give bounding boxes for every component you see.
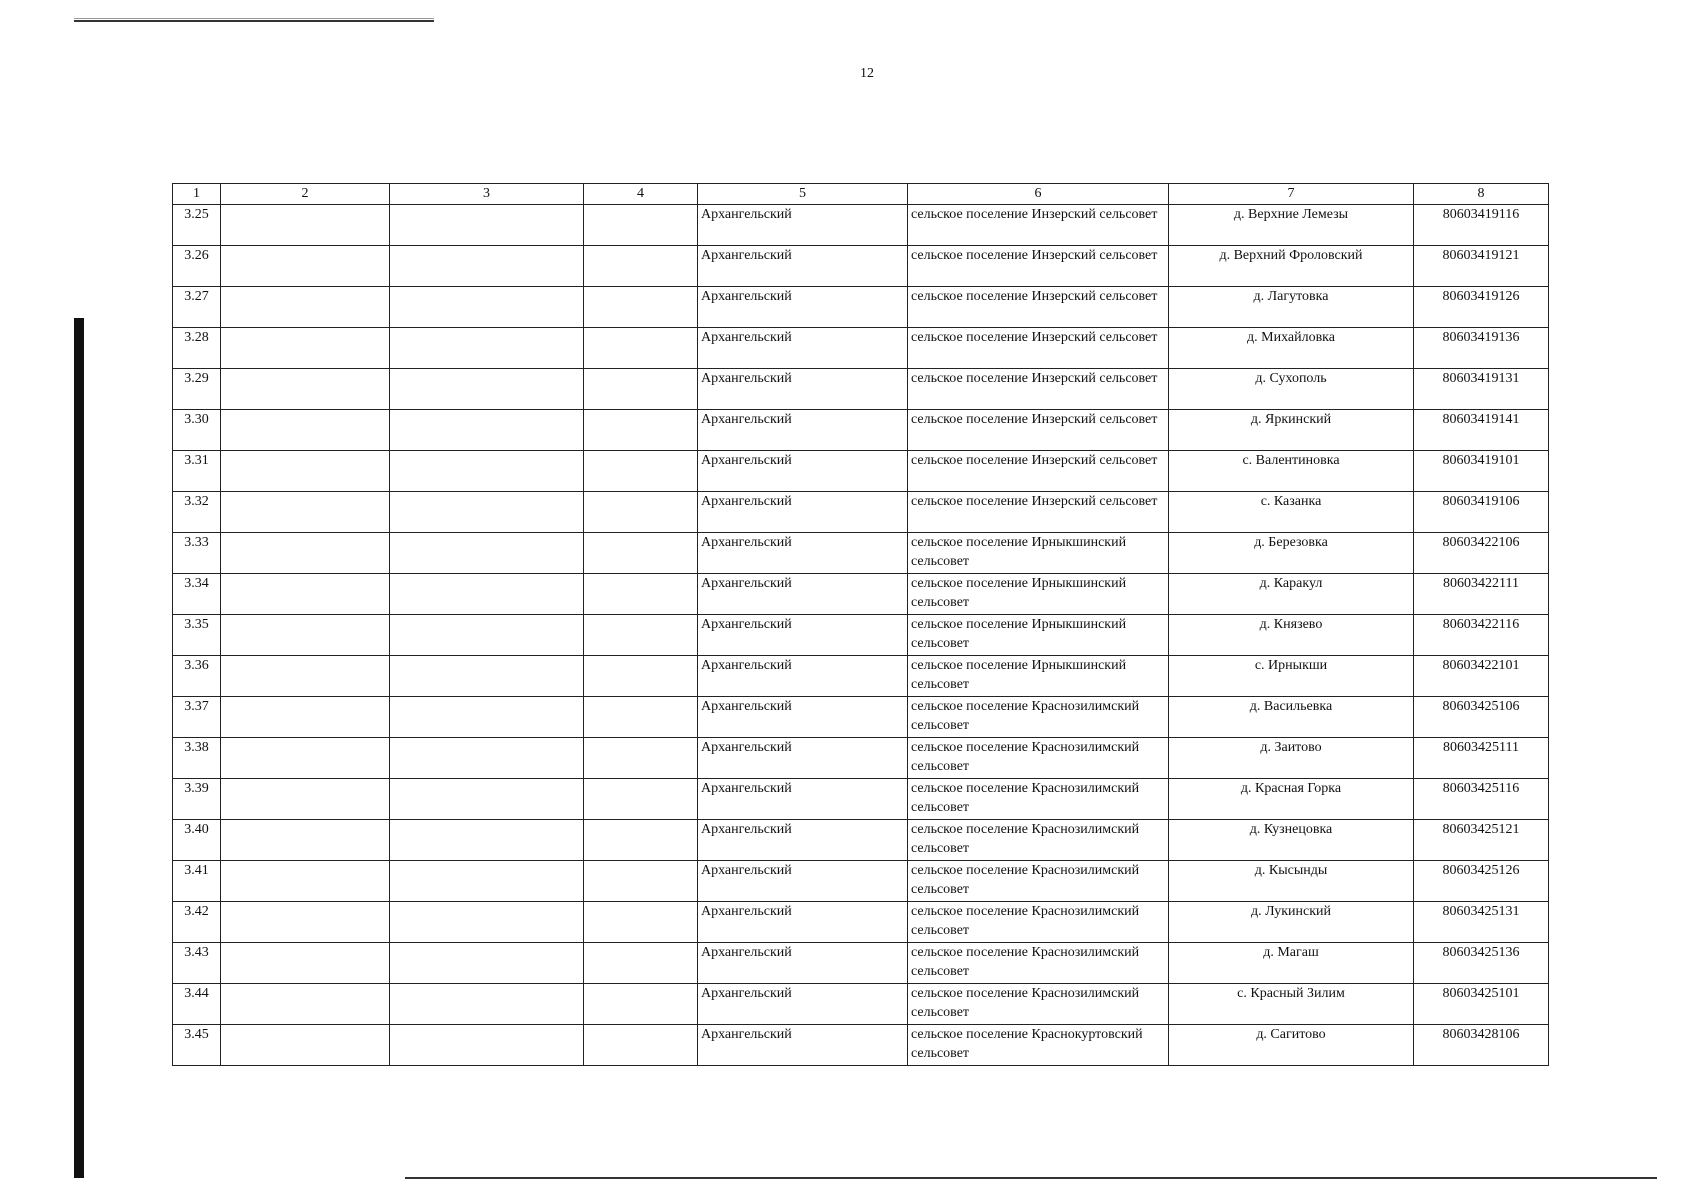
district-name: Архангельский bbox=[698, 738, 908, 779]
cell-col-2 bbox=[221, 533, 390, 574]
district-name: Архангельский bbox=[698, 287, 908, 328]
locality-name: д. Лукинский bbox=[1169, 902, 1414, 943]
district-name: Архангельский bbox=[698, 656, 908, 697]
oktmo-code: 80603419116 bbox=[1414, 205, 1549, 246]
cell-col-3 bbox=[390, 205, 584, 246]
district-name: Архангельский bbox=[698, 205, 908, 246]
row-number: 3.42 bbox=[173, 902, 221, 943]
locality-name: д. Сухополь bbox=[1169, 369, 1414, 410]
district-name: Архангельский bbox=[698, 369, 908, 410]
column-header-6: 6 bbox=[908, 184, 1169, 205]
table-row bbox=[173, 533, 1549, 574]
row-number: 3.44 bbox=[173, 984, 221, 1025]
cell-col-3 bbox=[390, 697, 584, 738]
oktmo-code: 80603425116 bbox=[1414, 779, 1549, 820]
district-name: Архангельский bbox=[698, 451, 908, 492]
cell-col-4 bbox=[584, 451, 698, 492]
table-row bbox=[173, 779, 1549, 820]
district-name: Архангельский bbox=[698, 574, 908, 615]
locality-name: д. Князево bbox=[1169, 615, 1414, 656]
cell-col-3 bbox=[390, 820, 584, 861]
oktmo-code: 80603428106 bbox=[1414, 1025, 1549, 1066]
cell-col-2 bbox=[221, 205, 390, 246]
scan-edge-bar-left bbox=[74, 318, 84, 1178]
cell-col-4 bbox=[584, 943, 698, 984]
district-name: Архангельский bbox=[698, 615, 908, 656]
table-row bbox=[173, 984, 1549, 1025]
cell-col-4 bbox=[584, 492, 698, 533]
row-number: 3.26 bbox=[173, 246, 221, 287]
cell-col-3 bbox=[390, 328, 584, 369]
locality-name: д. Яркинский bbox=[1169, 410, 1414, 451]
cell-col-3 bbox=[390, 615, 584, 656]
row-number: 3.32 bbox=[173, 492, 221, 533]
cell-col-3 bbox=[390, 902, 584, 943]
settlement-name: сельское поселение Инзерский сельсовет bbox=[908, 410, 1169, 451]
settlement-name: сельское поселение Инзерский сельсовет bbox=[908, 287, 1169, 328]
column-header-8: 8 bbox=[1414, 184, 1549, 205]
scan-edge-line-bottom bbox=[405, 1177, 1657, 1179]
cell-col-2 bbox=[221, 492, 390, 533]
cell-col-4 bbox=[584, 533, 698, 574]
locality-name: д. Верхние Лемезы bbox=[1169, 205, 1414, 246]
row-number: 3.35 bbox=[173, 615, 221, 656]
oktmo-code: 80603425101 bbox=[1414, 984, 1549, 1025]
cell-col-2 bbox=[221, 984, 390, 1025]
locality-name: д. Верхний Фроловский bbox=[1169, 246, 1414, 287]
cell-col-2 bbox=[221, 574, 390, 615]
oktmo-code: 80603419126 bbox=[1414, 287, 1549, 328]
locality-name: д. Васильевка bbox=[1169, 697, 1414, 738]
cell-col-4 bbox=[584, 984, 698, 1025]
locality-name: с. Казанка bbox=[1169, 492, 1414, 533]
district-name: Архангельский bbox=[698, 410, 908, 451]
oktmo-code: 80603425126 bbox=[1414, 861, 1549, 902]
cell-col-4 bbox=[584, 861, 698, 902]
settlement-name: сельское поселение Ирныкшинский сельсовет bbox=[908, 533, 1169, 574]
cell-col-3 bbox=[390, 656, 584, 697]
locality-name: с. Красный Зилим bbox=[1169, 984, 1414, 1025]
table-row bbox=[173, 328, 1549, 369]
oktmo-code: 80603419101 bbox=[1414, 451, 1549, 492]
settlement-name: сельское поселение Инзерский сельсовет bbox=[908, 246, 1169, 287]
scan-edge-mark bbox=[74, 18, 434, 19]
locality-name: д. Магаш bbox=[1169, 943, 1414, 984]
district-name: Архангельский bbox=[698, 697, 908, 738]
table-row bbox=[173, 615, 1549, 656]
row-number: 3.45 bbox=[173, 1025, 221, 1066]
cell-col-2 bbox=[221, 779, 390, 820]
row-number: 3.34 bbox=[173, 574, 221, 615]
locality-name: с. Валентиновка bbox=[1169, 451, 1414, 492]
cell-col-2 bbox=[221, 943, 390, 984]
table-row bbox=[173, 697, 1549, 738]
row-number: 3.37 bbox=[173, 697, 221, 738]
row-number: 3.25 bbox=[173, 205, 221, 246]
row-number: 3.43 bbox=[173, 943, 221, 984]
settlement-name: сельское поселение Краснозилимский сельсовет bbox=[908, 861, 1169, 902]
district-name: Архангельский bbox=[698, 246, 908, 287]
cell-col-3 bbox=[390, 246, 584, 287]
district-name: Архангельский bbox=[698, 533, 908, 574]
oktmo-code: 80603419131 bbox=[1414, 369, 1549, 410]
cell-col-2 bbox=[221, 1025, 390, 1066]
oktmo-code: 80603425131 bbox=[1414, 902, 1549, 943]
settlement-name: сельское поселение Ирныкшинский сельсовет bbox=[908, 656, 1169, 697]
page-number: 12 bbox=[860, 66, 874, 81]
settlement-name: сельское поселение Краснозилимский сельсовет bbox=[908, 902, 1169, 943]
cell-col-4 bbox=[584, 369, 698, 410]
cell-col-2 bbox=[221, 369, 390, 410]
settlement-name: сельское поселение Ирныкшинский сельсовет bbox=[908, 615, 1169, 656]
table-row bbox=[173, 205, 1549, 246]
cell-col-4 bbox=[584, 820, 698, 861]
row-number: 3.39 bbox=[173, 779, 221, 820]
table-row bbox=[173, 902, 1549, 943]
settlement-name: сельское поселение Ирныкшинский сельсовет bbox=[908, 574, 1169, 615]
settlement-name: сельское поселение Инзерский сельсовет bbox=[908, 451, 1169, 492]
oktmo-code: 80603422101 bbox=[1414, 656, 1549, 697]
locality-name: д. Красная Горка bbox=[1169, 779, 1414, 820]
column-header-5: 5 bbox=[698, 184, 908, 205]
oktmo-code: 80603419141 bbox=[1414, 410, 1549, 451]
cell-col-3 bbox=[390, 574, 584, 615]
locality-name: д. Лагутовка bbox=[1169, 287, 1414, 328]
cell-col-3 bbox=[390, 533, 584, 574]
cell-col-4 bbox=[584, 205, 698, 246]
locality-name: д. Сагитово bbox=[1169, 1025, 1414, 1066]
cell-col-2 bbox=[221, 615, 390, 656]
cell-col-2 bbox=[221, 738, 390, 779]
locality-name: с. Ирныкши bbox=[1169, 656, 1414, 697]
table-row bbox=[173, 738, 1549, 779]
table-row bbox=[173, 656, 1549, 697]
table-row bbox=[173, 574, 1549, 615]
column-header-3: 3 bbox=[390, 184, 584, 205]
row-number: 3.36 bbox=[173, 656, 221, 697]
table-row bbox=[173, 451, 1549, 492]
cell-col-2 bbox=[221, 656, 390, 697]
cell-col-4 bbox=[584, 902, 698, 943]
locality-name: д. Каракул bbox=[1169, 574, 1414, 615]
scan-edge-line-top bbox=[74, 20, 434, 22]
cell-col-3 bbox=[390, 287, 584, 328]
cell-col-4 bbox=[584, 615, 698, 656]
cell-col-2 bbox=[221, 820, 390, 861]
cell-col-2 bbox=[221, 902, 390, 943]
row-number: 3.41 bbox=[173, 861, 221, 902]
oktmo-code: 80603419121 bbox=[1414, 246, 1549, 287]
locality-name: д. Кысынды bbox=[1169, 861, 1414, 902]
cell-col-3 bbox=[390, 943, 584, 984]
cell-col-2 bbox=[221, 697, 390, 738]
table-body bbox=[173, 205, 1549, 1066]
row-number: 3.40 bbox=[173, 820, 221, 861]
row-number: 3.27 bbox=[173, 287, 221, 328]
settlement-name: сельское поселение Инзерский сельсовет bbox=[908, 369, 1169, 410]
settlement-name: сельское поселение Краснозилимский сельсовет bbox=[908, 820, 1169, 861]
oktmo-code: 80603422111 bbox=[1414, 574, 1549, 615]
district-name: Архангельский bbox=[698, 984, 908, 1025]
locality-name: д. Березовка bbox=[1169, 533, 1414, 574]
cell-col-4 bbox=[584, 779, 698, 820]
table-row bbox=[173, 1025, 1549, 1066]
table-row bbox=[173, 943, 1549, 984]
district-name: Архангельский bbox=[698, 779, 908, 820]
locality-name: д. Заитово bbox=[1169, 738, 1414, 779]
cell-col-3 bbox=[390, 451, 584, 492]
row-number: 3.38 bbox=[173, 738, 221, 779]
oktmo-code: 80603425121 bbox=[1414, 820, 1549, 861]
cell-col-4 bbox=[584, 738, 698, 779]
settlement-name: сельское поселение Инзерский сельсовет bbox=[908, 205, 1169, 246]
locality-name: д. Михайловка bbox=[1169, 328, 1414, 369]
cell-col-3 bbox=[390, 861, 584, 902]
cell-col-2 bbox=[221, 328, 390, 369]
cell-col-3 bbox=[390, 984, 584, 1025]
settlement-name: сельское поселение Инзерский сельсовет bbox=[908, 492, 1169, 533]
table-row bbox=[173, 287, 1549, 328]
settlement-name: сельское поселение Краснокуртовский сельсовет bbox=[908, 1025, 1169, 1066]
cell-col-4 bbox=[584, 328, 698, 369]
cell-col-3 bbox=[390, 369, 584, 410]
oktmo-code: 80603422106 bbox=[1414, 533, 1549, 574]
cell-col-4 bbox=[584, 410, 698, 451]
district-name: Архангельский bbox=[698, 492, 908, 533]
settlement-name: сельское поселение Краснозилимский сельсовет bbox=[908, 943, 1169, 984]
table-row bbox=[173, 410, 1549, 451]
oktmo-code: 80603425136 bbox=[1414, 943, 1549, 984]
cell-col-2 bbox=[221, 287, 390, 328]
cell-col-4 bbox=[584, 697, 698, 738]
cell-col-2 bbox=[221, 410, 390, 451]
cell-col-4 bbox=[584, 1025, 698, 1066]
district-name: Архангельский bbox=[698, 1025, 908, 1066]
column-header-7: 7 bbox=[1169, 184, 1414, 205]
row-number: 3.29 bbox=[173, 369, 221, 410]
settlement-name: сельское поселение Инзерский сельсовет bbox=[908, 328, 1169, 369]
oktmo-code: 80603422116 bbox=[1414, 615, 1549, 656]
register-table bbox=[172, 183, 1549, 1066]
cell-col-4 bbox=[584, 574, 698, 615]
cell-col-4 bbox=[584, 656, 698, 697]
cell-col-3 bbox=[390, 1025, 584, 1066]
table-row bbox=[173, 492, 1549, 533]
settlement-name: сельское поселение Краснозилимский сельсовет bbox=[908, 779, 1169, 820]
table-row bbox=[173, 820, 1549, 861]
row-number: 3.31 bbox=[173, 451, 221, 492]
district-name: Архангельский bbox=[698, 861, 908, 902]
oktmo-code: 80603425111 bbox=[1414, 738, 1549, 779]
column-number-row bbox=[173, 184, 1549, 205]
cell-col-3 bbox=[390, 779, 584, 820]
cell-col-2 bbox=[221, 861, 390, 902]
cell-col-2 bbox=[221, 246, 390, 287]
settlement-name: сельское поселение Краснозилимский сельсовет bbox=[908, 984, 1169, 1025]
column-header-2: 2 bbox=[221, 184, 390, 205]
table-row bbox=[173, 861, 1549, 902]
district-name: Архангельский bbox=[698, 328, 908, 369]
oktmo-code: 80603419136 bbox=[1414, 328, 1549, 369]
settlement-name: сельское поселение Краснозилимский сельсовет bbox=[908, 697, 1169, 738]
cell-col-4 bbox=[584, 246, 698, 287]
district-name: Архангельский bbox=[698, 902, 908, 943]
oktmo-code: 80603425106 bbox=[1414, 697, 1549, 738]
row-number: 3.28 bbox=[173, 328, 221, 369]
locality-name: д. Кузнецовка bbox=[1169, 820, 1414, 861]
table-row bbox=[173, 369, 1549, 410]
cell-col-3 bbox=[390, 738, 584, 779]
cell-col-3 bbox=[390, 410, 584, 451]
column-header-4: 4 bbox=[584, 184, 698, 205]
column-header-1: 1 bbox=[173, 184, 221, 205]
row-number: 3.33 bbox=[173, 533, 221, 574]
district-name: Архангельский bbox=[698, 943, 908, 984]
oktmo-code: 80603419106 bbox=[1414, 492, 1549, 533]
row-number: 3.30 bbox=[173, 410, 221, 451]
table-row bbox=[173, 246, 1549, 287]
cell-col-4 bbox=[584, 287, 698, 328]
cell-col-2 bbox=[221, 451, 390, 492]
settlement-name: сельское поселение Краснозилимский сельсовет bbox=[908, 738, 1169, 779]
district-name: Архангельский bbox=[698, 820, 908, 861]
cell-col-3 bbox=[390, 492, 584, 533]
